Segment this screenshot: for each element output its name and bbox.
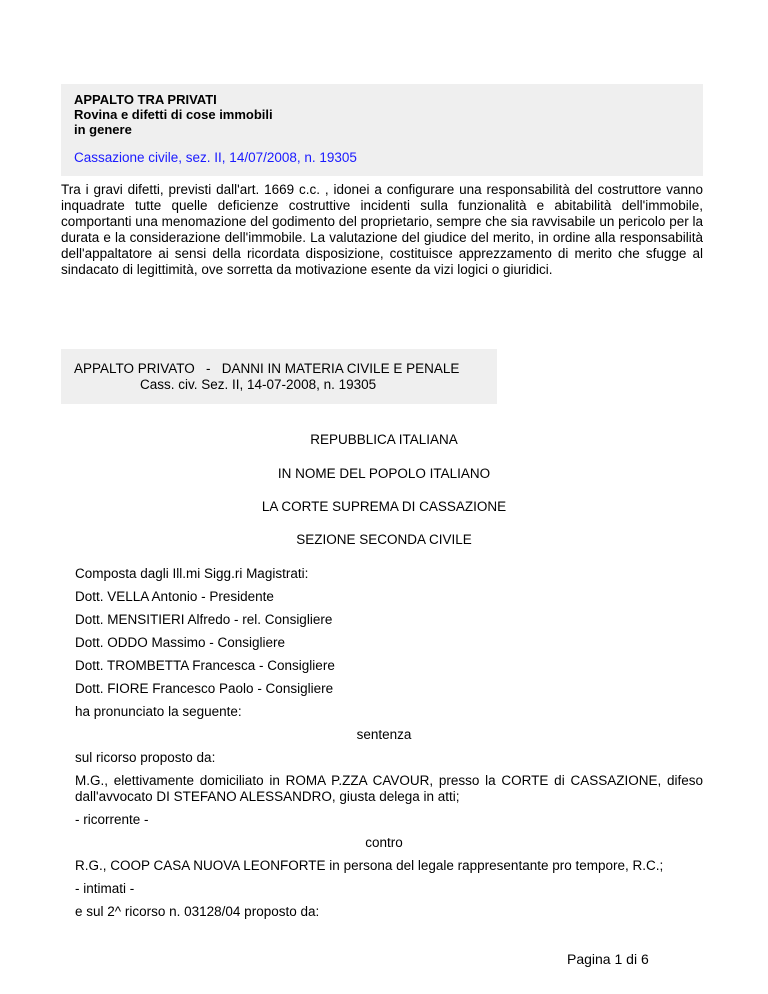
ricorso-intro: sul ricorso proposto da: — [75, 750, 216, 765]
heading-people: IN NOME DEL POPOLO ITALIANO — [277, 466, 491, 481]
subject-reference: Cass. civ. Sez. II, 14-07-2008, n. 19305 — [140, 377, 377, 392]
ricorrente-paragraph: M.G., elettivamente domiciliato in ROMA P.ZZA CAVOUR, presso la CORTE di CASSAZIONE, difeso dall'avvocato DI STEFANO ALESSANDRO, giusta delega in atti; — [75, 773, 703, 804]
subject-title: APPALTO PRIVATO - DANNI IN MATERIA CIVILE E PENALE — [74, 361, 460, 376]
judge-line: Dott. VELLA Antonio - Presidente — [75, 589, 274, 604]
judge-line: Dott. TROMBETTA Francesca - Consigliere — [75, 658, 335, 673]
judge-line: Dott. FIORE Francesco Paolo - Consigliere — [75, 681, 334, 696]
category-line: APPALTO TRA PRIVATI — [74, 92, 217, 107]
heading-court: LA CORTE SUPREMA DI CASSAZIONE — [261, 499, 507, 514]
category-line: in genere — [74, 122, 132, 137]
second-ricorso-line: e sul 2^ ricorso n. 03128/04 proposto da: — [75, 904, 320, 919]
composition-intro: Composta dagli Ill.mi Sigg.ri Magistrati: — [75, 566, 309, 581]
page-number: Pagina 1 di 6 — [567, 951, 649, 967]
judge-line: Dott. MENSITIERI Alfredo - rel. Consigliere — [75, 612, 333, 627]
ricorrente-label: - ricorrente - — [75, 812, 149, 827]
heading-section: SEZIONE SECONDA CIVILE — [296, 532, 472, 547]
sentenza-heading: sentenza — [356, 727, 412, 742]
intimati-label: - intimati - — [75, 881, 135, 896]
contro-heading: contro — [365, 835, 403, 850]
heading-republic: REPUBBLICA ITALIANA — [310, 432, 458, 447]
citation-link[interactable]: Cassazione civile, sez. II, 14/07/2008, n. 19305 — [74, 150, 357, 165]
pronounced-line: ha pronunciato la seguente: — [75, 704, 242, 719]
judge-line: Dott. ODDO Massimo - Consigliere — [75, 635, 286, 650]
category-header-box — [61, 84, 703, 176]
intimati-paragraph: R.G., COOP CASA NUOVA LEONFORTE in persona del legale rappresentante pro tempore, R.C.; — [75, 858, 664, 873]
subject-box — [61, 349, 497, 404]
category-line: Rovina e difetti di cose immobili — [74, 107, 273, 122]
category-title — [74, 92, 273, 137]
abstract-paragraph: Tra i gravi difetti, previsti dall'art. 1669 c.c. , idonei a configurare una responsabilità del costruttore vanno inquadrate tutte quelle deficienze costruttive incidenti sulla funzionalità e abitabilità dell'immobile, comportanti una menomazione del godimento del proprietario, sempre che sia ravvisabile un pericolo per la durata e la considerazione dell'immobile. La valutazione del giudice del merito, in ordine alla responsabilità dell'appaltatore ai sensi della ricordata disposizione, costituisce apprezzamento di merito che sfugge al sindacato di legittimità, ove sorretta da motivazione esente da vizi logici o giuridici. — [61, 182, 703, 277]
